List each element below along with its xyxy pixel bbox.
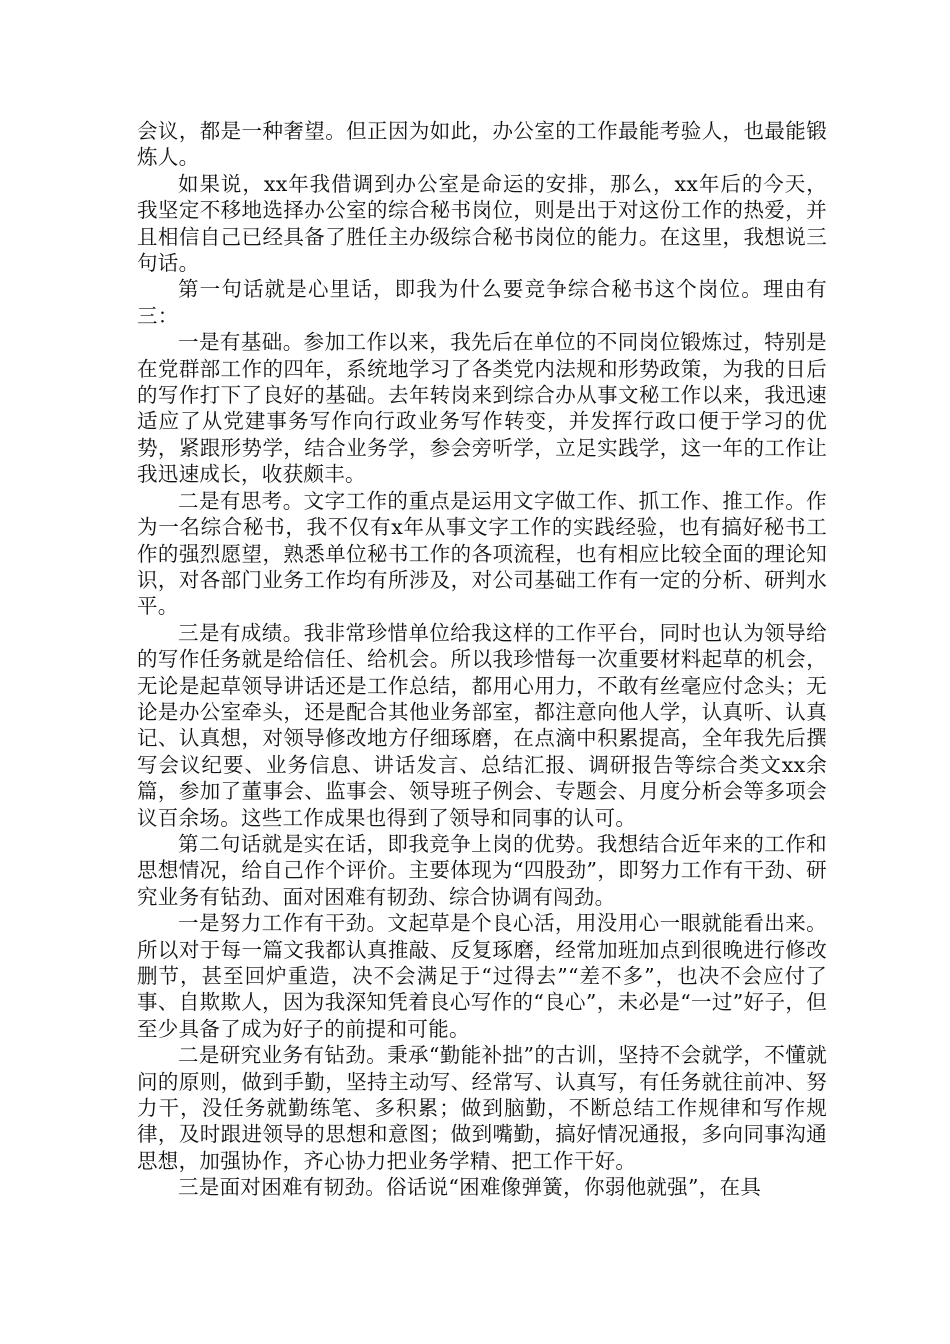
paragraph: 一是有基础。参加工作以来，我先后在单位的不同岗位锻炼过，特别是在党群部工作的四年，系统地学习了各类党内法规和形势政策，为我的日后的写作打下了良好的基础。去年转岗来到综合办从事文秘工作以来，我迅速适应了从党建事务写作向行政业务写作转变，并发挥行政口便于学习的优势，紧跟形势学，结合业务学，参会旁听学，立足实践学，这一年的工作让我迅速成长，收获颇丰。 xyxy=(137,330,827,487)
paragraph: 二是有思考。文字工作的重点是运用文字做工作、抓工作、推工作。作为一名综合秘书，我不仅有x年从事文字工作的实践经验，也有搞好秘书工作的强烈愿望，熟悉单位秘书工作的各项流程，也有相应比较全面的理论知识，对各部门业务工作均有所涉及，对公司基础工作有一定的分析、研判水平。 xyxy=(137,488,827,619)
paragraph: 如果说，xx年我借调到办公室是命运的安排，那么，xx年后的今天，我坚定不移地选择办公室的综合秘书岗位，则是出于对这份工作的热爱，并且相信自己已经具备了胜任主办级综合秘书岗位的能力。在这里，我想说三句话。 xyxy=(137,171,827,276)
paragraph: 二是研究业务有钻劲。秉承“勤能补拙”的古训，坚持不会就学，不懂就问的原则，做到手勤，坚持主动写、经常写、认真写，有任务就往前冲、努力干，没任务就勤练笔、多积累；做到脑勤，不断总结工作规律和写作规律，及时跟进领导的思想和意图；做到嘴勤，搞好情况通报，多向同事沟通思想，加强协作，齐心协力把业务学精、把工作干好。 xyxy=(137,1043,827,1173)
paragraph: 第一句话就是心里话，即我为什么要竞争综合秘书这个岗位。理由有三： xyxy=(137,277,827,328)
paragraph: 三是面对困难有韧劲。俗话说“困难像弹簧，你弱他就强”，在具 xyxy=(178,1175,762,1200)
paragraph: 第二句话就是实在话，即我竞争上岗的优势。我想结合近年来的工作和思想情况，给自己作个评价。主要体现为“四股劲”，即努力工作有干劲、研究业务有钻劲、面对困难有韧劲、综合协调有闯劲。 xyxy=(137,831,827,909)
paragraph: 一是努力工作有干劲。文起草是个良心活，用没用心一眼就能看出来。所以对于每一篇文我都认真推敲、反复琢磨，经常加班加点到很晚进行修改删节，甚至回炉重造，决不会满足于“过得去”“差不多”，也决不会应付了事、自欺欺人，因为我深知凭着良心写作的“良心”，未必是“一过”好子，但至少具备了成为好子的前提和可能。 xyxy=(137,911,827,1041)
paragraph: 三是有成绩。我非常珍惜单位给我这样的工作平台，同时也认为领导给的写作任务就是给信任、给机会。所以我珍惜每一次重要材料起草的机会，无论是起草领导讲话还是工作总结，都用心用力，不敢有丝毫应付念头；无论是办公室牵头，还是配合其他业务部室，都注意向他人学，认真听、认真记、认真想，对领导修改地方仔细琢磨，在点滴中积累提高，全年我先后撰写会议纪要、业务信息、讲话发言、总结汇报、调研报告等综合类文xx余篇，参加了董事会、监事会、领导班子例会、专题会、月度分析会等多项会议百余场。这些工作成果也得到了领导和同事的认可。 xyxy=(137,620,827,830)
paragraph: 会议，都是一种奢望。但正因为如此，办公室的工作最能考验人，也最能锻炼人。 xyxy=(137,119,827,170)
document-body xyxy=(137,118,827,1201)
